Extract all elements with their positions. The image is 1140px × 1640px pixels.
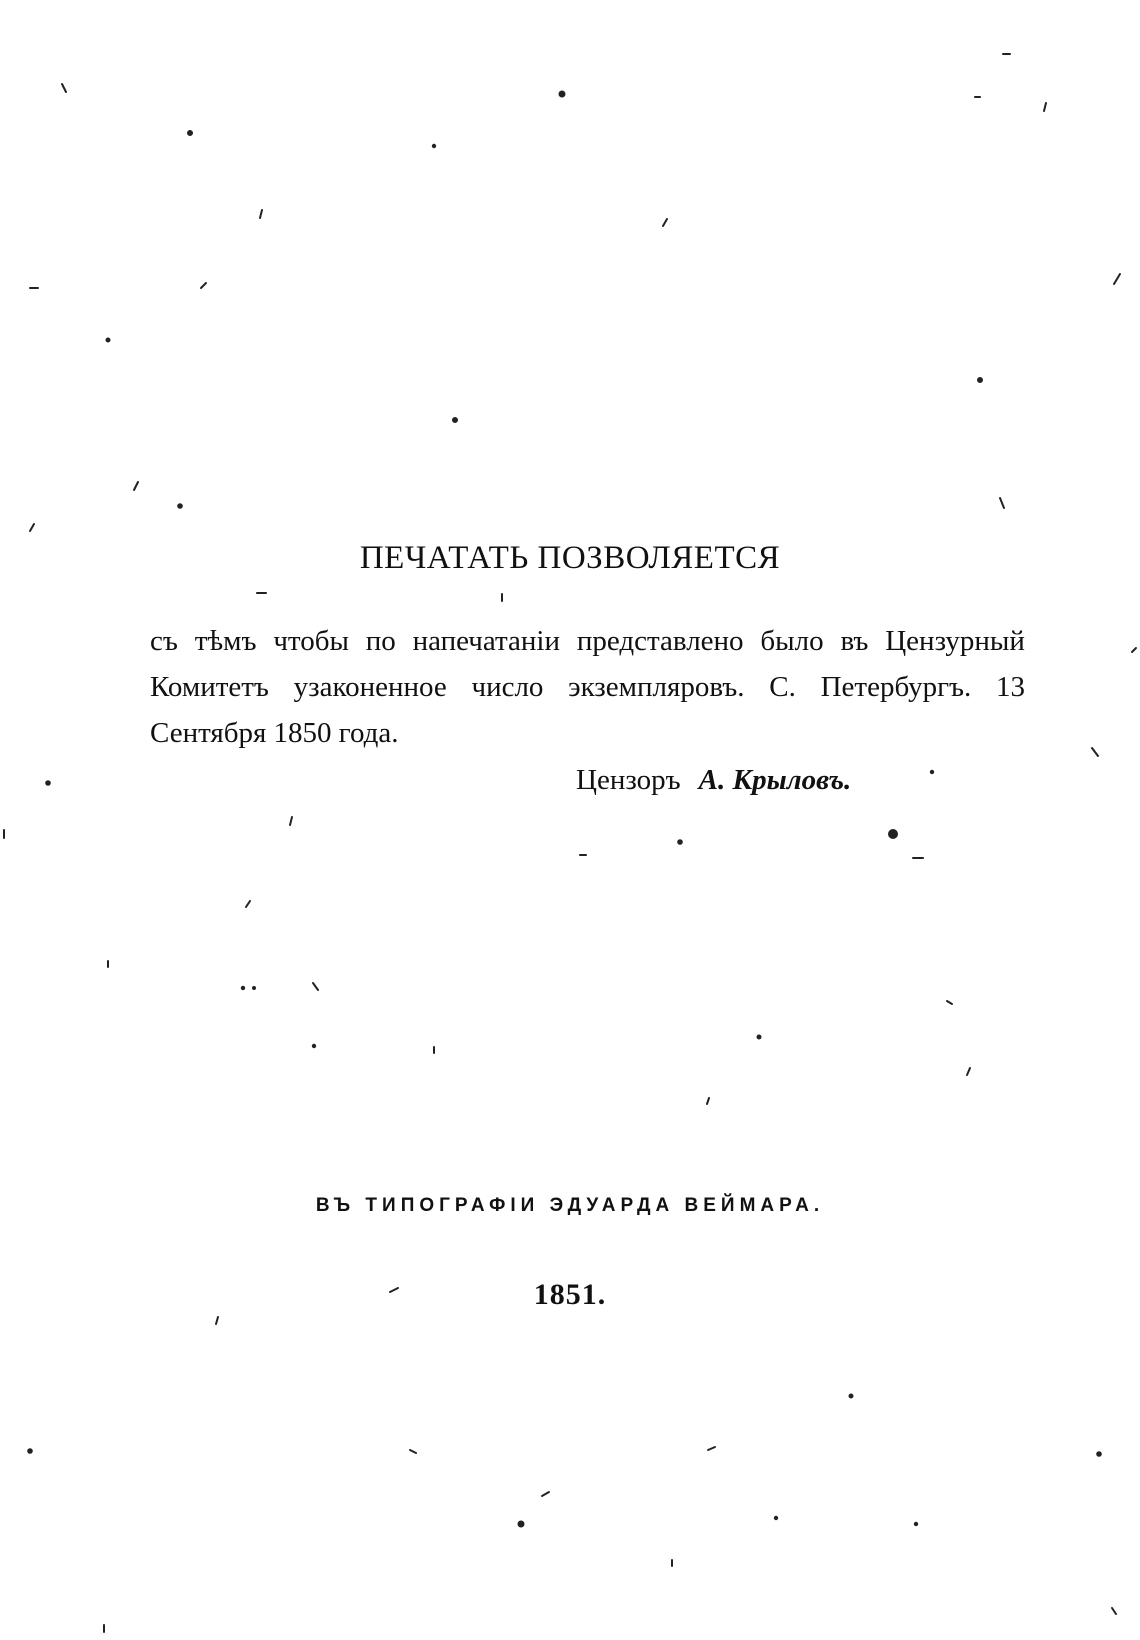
page-heading: ПЕЧАТАТЬ ПОЗВОЛЯЕТСЯ — [359, 540, 781, 576]
permit-line — [150, 664, 1025, 710]
permit-word: узаконенное — [293, 671, 447, 703]
censorship-permit-text — [150, 618, 1025, 756]
permit-word: представлено — [576, 625, 744, 657]
permit-word: Комитетъ — [150, 671, 269, 703]
permit-word: чтобы — [273, 625, 349, 657]
permit-word: съ — [150, 625, 178, 657]
permit-word: экземпляровъ. — [568, 671, 745, 703]
printer-imprint: ВЪ ТИПОГРАФІИ ЭДУАРДА ВЕЙМАРА. — [315, 1195, 825, 1216]
permit-word: 13 — [995, 671, 1025, 703]
permit-line: Сентября 1850 года. — [150, 717, 399, 749]
censor-name: А. Крыловъ. — [698, 764, 852, 796]
censor-title: Цензоръ — [576, 764, 681, 796]
permit-word: напечатаніи — [412, 625, 561, 657]
permit-line — [150, 618, 1025, 664]
permit-word: С. — [769, 671, 796, 703]
permit-word: въ — [840, 625, 869, 657]
permit-word: Цензурный — [885, 625, 1025, 657]
publication-year: 1851. — [533, 1278, 607, 1311]
censor-signature — [576, 760, 851, 800]
permit-word: число — [471, 671, 544, 703]
permit-word: Петербургъ. — [820, 671, 972, 703]
permit-word: по — [365, 625, 396, 657]
permit-word: было — [760, 625, 824, 657]
permit-word: тѣмъ — [194, 625, 257, 657]
